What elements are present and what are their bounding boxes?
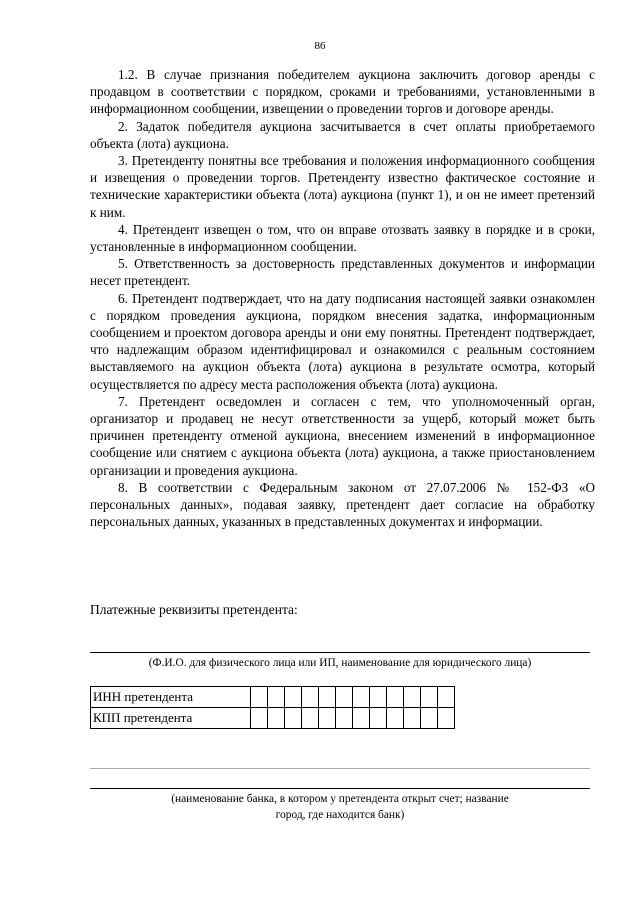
- inn-digit-cell: [336, 687, 353, 708]
- bank-caption-line-2: город, где находится банк): [275, 809, 405, 821]
- inn-digit-cell: [268, 687, 285, 708]
- kpp-digit-cell: [302, 708, 319, 729]
- inn-digit-cell: [353, 687, 370, 708]
- table-row: [91, 687, 455, 708]
- inn-digit-cell: [302, 687, 319, 708]
- kpp-digit-cell: [336, 708, 353, 729]
- inn-digit-cell: [421, 687, 438, 708]
- kpp-digit-cell: [251, 708, 268, 729]
- kpp-digit-cell: [404, 708, 421, 729]
- inn-digit-cell: [438, 687, 455, 708]
- kpp-digit-cell: [319, 708, 336, 729]
- paragraph-1-2: 1.2. В случае признания победителем аукциона заключить договор аренды с продавцом в соответствии с порядком, сроками и требованиями, установленными в информационном сообщении, извещении о проведении торгов и договоре аренды.: [90, 67, 595, 117]
- applicant-name-caption: (Ф.И.О. для физического лица или ИП, наименование для юридического лица): [148, 657, 532, 669]
- paragraph-6: 6. Претендент подтверждает, что на дату подписания настоящей заявки ознакомлен с порядком проведения аукциона, порядком внесения задатка, информационным сообщением и проектом договора аренды и они ему понятны. Претендент подтверждает, что надлежащим образом идентифицировал и ознакомился с реальным состоянием выставляемого на аукцион объекта (лота) аукциона в результате осмотра, который осуществляется по адресу места расположения объекта (лота) аукциона.: [90, 290, 595, 392]
- paragraph-5: 5. Ответственность за достоверность представленных документов и информации несет претендент.: [90, 256, 595, 289]
- paragraph-2: 2. Задаток победителя аукциона засчитывается в счет оплаты приобретаемого объекта (лота) аукциона.: [90, 118, 595, 151]
- paragraph-3: 3. Претенденту понятны все требования и положения информационного сообщения и извещения о проведении торгов. Претенденту известно фактическое состояние и технические характеристики объекта (лота) аукциона (пункт 1), и он не имеет претензий к ним.: [90, 153, 595, 220]
- inn-digit-cell: [251, 687, 268, 708]
- kpp-digit-cell: [387, 708, 404, 729]
- paragraph-8: 8. В соответствии с Федеральным законом от 27.07.2006 № 152-ФЗ «О персональных данных», подавая заявку, претендент дает согласие на обработку персональных данных, указанных в представленных документах и информации.: [90, 479, 595, 530]
- page-number: 86: [314, 40, 326, 52]
- paragraph-7: 7. Претендент осведомлен и согласен с тем, что уполномоченный орган, организатор и продавец не несут ответственности за ущерб, который может быть причинен претенденту отменой аукциона, внесением изменений в информационное сообщение или снятием с аукциона объекта (лота) аукциона, а также приостановлением организации и проведения аукциона.: [90, 393, 595, 478]
- kpp-digit-cell: [285, 708, 302, 729]
- bank-name-caption: [90, 791, 590, 823]
- kpp-digit-cell: [421, 708, 438, 729]
- applicant-name-line: [90, 652, 590, 653]
- bank-name-line-1: [90, 768, 590, 769]
- inn-digit-cell: [370, 687, 387, 708]
- bank-name-line-2: [90, 788, 590, 789]
- table-row: [91, 708, 455, 729]
- inn-digit-cell: [387, 687, 404, 708]
- kpp-digit-cell: [268, 708, 285, 729]
- application-terms: [90, 66, 595, 530]
- requisites-table: [90, 686, 455, 729]
- kpp-digit-cell: [438, 708, 455, 729]
- kpp-digit-cell: [353, 708, 370, 729]
- inn-label: ИНН претендента: [91, 687, 251, 708]
- inn-digit-cell: [404, 687, 421, 708]
- inn-digit-cell: [285, 687, 302, 708]
- bank-caption-line-1: (наименование банка, в котором у претендента открыт счет; название: [171, 793, 509, 805]
- inn-digit-cell: [319, 687, 336, 708]
- kpp-label: КПП претендента: [91, 708, 251, 729]
- requisites-title: Платежные реквизиты претендента:: [90, 602, 298, 617]
- paragraph-4: 4. Претендент извещен о том, что он вправе отозвать заявку в порядке и в сроки, установленные в информационном сообщении.: [90, 221, 595, 255]
- kpp-digit-cell: [370, 708, 387, 729]
